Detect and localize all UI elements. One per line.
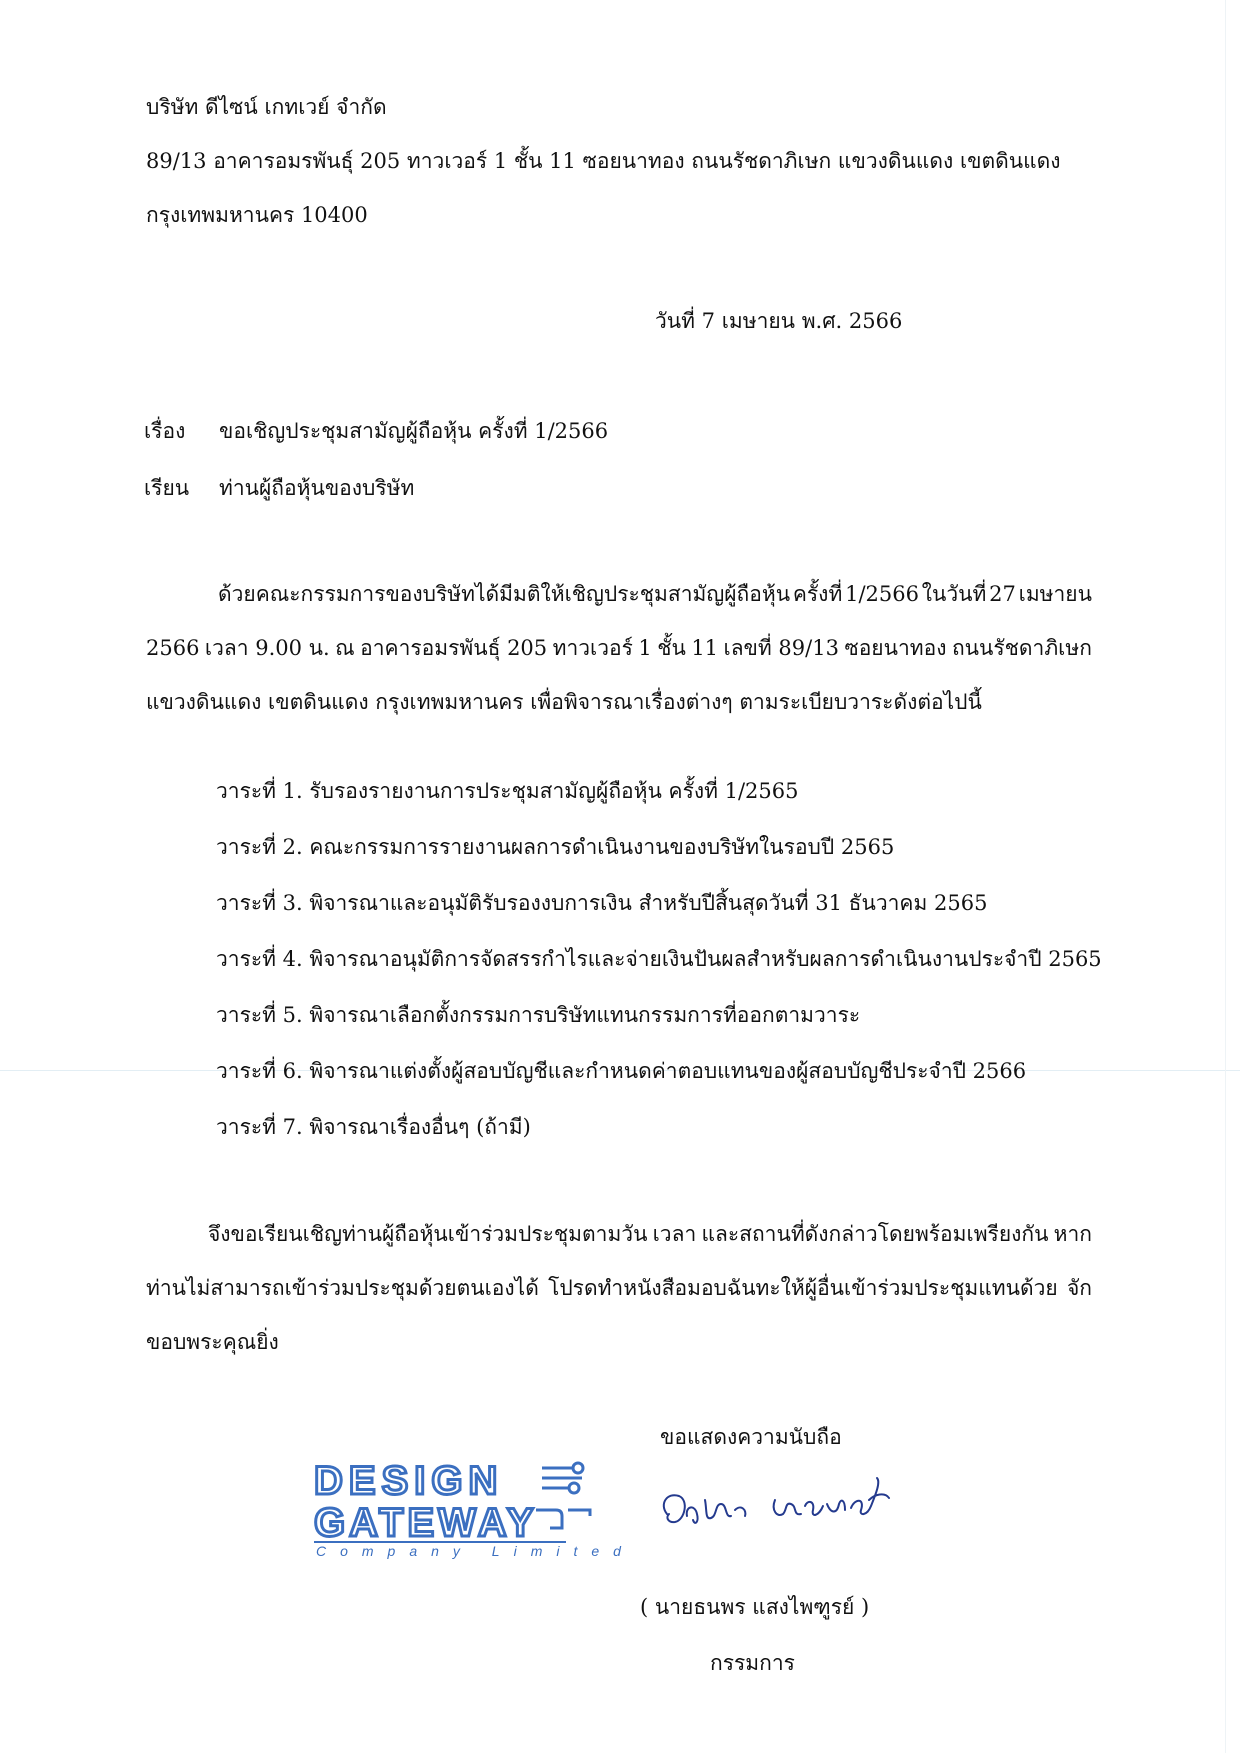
intro-word: ชั้น	[657, 636, 686, 660]
intro-word: ซอยนาทอง	[844, 636, 947, 660]
svg-text:DESIGN: DESIGN	[314, 1459, 504, 1503]
closing-word: หาก	[1053, 1222, 1092, 1246]
agenda-item-4: วาระที่ 4. พิจารณาอนุมัติการจัดสรรกำไรและจ่ายเงินปันผลสำหรับผลการดำเนินงานประจำปี 2565	[216, 947, 1102, 971]
address-line-1: 89/13 อาคารอมรพันธุ์ 205 ทาวเวอร์ 1 ชั้น 11 ซอยนาทอง ถนนรัชดาภิเษก แขวงดินแดง เขตดินแดง	[146, 149, 1061, 173]
intro-word: 11	[691, 636, 719, 660]
signer-name: ( นายธนพร แสงไพฑูรย์ )	[640, 1595, 870, 1619]
salutation-text: ท่านผู้ถือหุ้นของบริษัท	[219, 476, 415, 500]
closing-word: เวลา	[652, 1222, 697, 1246]
intro-word: เวลา 9.00 น.	[204, 636, 330, 660]
intro-word: 1/2566	[845, 582, 919, 606]
intro-word: เมษายน	[1018, 582, 1092, 606]
handwritten-signature	[655, 1470, 895, 1540]
intro-word: ครั้งที่	[792, 582, 843, 606]
subject-text: ขอเชิญประชุมสามัญผู้ถือหุ้น ครั้งที่ 1/2566	[219, 419, 609, 443]
intro-word: ด้วยคณะกรรมการของบริษัทได้มีมติให้เชิญประชุมสามัญผู้ถือหุ้น	[218, 582, 791, 606]
agenda-item-6: วาระที่ 6. พิจารณาแต่งตั้งผู้สอบบัญชีและกำหนดค่าตอบแทนของผู้สอบบัญชีประจำปี 2566	[216, 1059, 1027, 1083]
company-logo-stamp	[310, 1450, 635, 1562]
closing-line-2	[146, 1261, 1092, 1315]
intro-word: ในวันที่	[921, 582, 987, 606]
letterhead	[146, 80, 1061, 242]
closing-word: ท่านไม่สามารถเข้าร่วมประชุมด้วยตนเองได้	[146, 1276, 539, 1300]
agenda-list	[216, 763, 1102, 1155]
intro-line-2	[146, 621, 1092, 675]
intro-word: 1	[638, 636, 652, 660]
scan-artifact-edge	[1225, 0, 1226, 1753]
agenda-item-5: วาระที่ 5. พิจารณาเลือกตั้งกรรมการบริษัทแทนกรรมการที่ออกตามวาระ	[216, 1003, 861, 1027]
letter-date: วันที่ 7 เมษายน พ.ศ. 2566	[655, 309, 903, 333]
subject-row	[144, 404, 608, 458]
address-line-2: กรุงเทพมหานคร 10400	[146, 203, 368, 227]
circuit-trace-icon	[536, 1463, 590, 1528]
intro-line-3: แขวงดินแดง เขตดินแดง กรุงเทพมหานคร เพื่อพิจารณาเรื่องต่างๆ ตามระเบียบวาระดังต่อไปนี้	[146, 690, 982, 714]
svg-text:GATEWAY: GATEWAY	[314, 1501, 538, 1545]
agenda-item-7: วาระที่ 7. พิจารณาเรื่องอื่นๆ (ถ้ามี)	[216, 1115, 531, 1139]
intro-word: 27	[989, 582, 1016, 606]
intro-line-1	[146, 567, 1092, 621]
intro-word: ณ	[335, 636, 355, 660]
agenda-item-3: วาระที่ 3. พิจารณาและอนุมัติรับรองงบการเงิน สำหรับปีสิ้นสุดวันที่ 31 ธันวาคม 2565	[216, 891, 988, 915]
subject-label: เรื่อง	[144, 419, 186, 443]
agenda-item-1: วาระที่ 1. รับรองรายงานการประชุมสามัญผู้ถือหุ้น ครั้งที่ 1/2565	[216, 779, 799, 803]
intro-word: ถนนรัชดาภิเษก	[951, 636, 1092, 660]
intro-word: เลขที่ 89/13	[723, 636, 839, 660]
salutation-label: เรียน	[144, 476, 190, 500]
closing-word: จึงขอเรียนเชิญท่านผู้ถือหุ้นเข้าร่วมประชุมตามวัน	[208, 1222, 648, 1246]
regards-text: ขอแสดงความนับถือ	[660, 1425, 842, 1449]
closing-line-1	[146, 1207, 1092, 1261]
intro-word: ทาวเวอร์	[552, 636, 633, 660]
svg-text:Company Limited: Company Limited	[316, 1543, 635, 1559]
closing-word: และสถานที่ดังกล่าวโดยพร้อมเพรียงกัน	[701, 1222, 1049, 1246]
intro-word: อาคารอมรพันธุ์ 205	[360, 636, 548, 660]
intro-word: 2566	[146, 636, 200, 660]
intro-paragraph	[146, 567, 1092, 729]
signer-position: กรรมการ	[710, 1651, 795, 1675]
closing-line-3: ขอบพระคุณยิ่ง	[146, 1330, 279, 1354]
closing-word: จัก	[1066, 1276, 1092, 1300]
salutation-row	[144, 461, 414, 515]
closing-word: โปรดทำหนังสือมอบฉันทะให้ผู้อื่นเข้าร่วมประชุมแทนด้วย	[548, 1276, 1058, 1300]
company-name: บริษัท ดีไซน์ เกทเวย์ จำกัด	[146, 95, 387, 119]
closing-paragraph	[146, 1207, 1092, 1369]
agenda-item-2: วาระที่ 2. คณะกรรมการรายงานผลการดำเนินงานของบริษัทในรอบปี 2565	[216, 835, 895, 859]
